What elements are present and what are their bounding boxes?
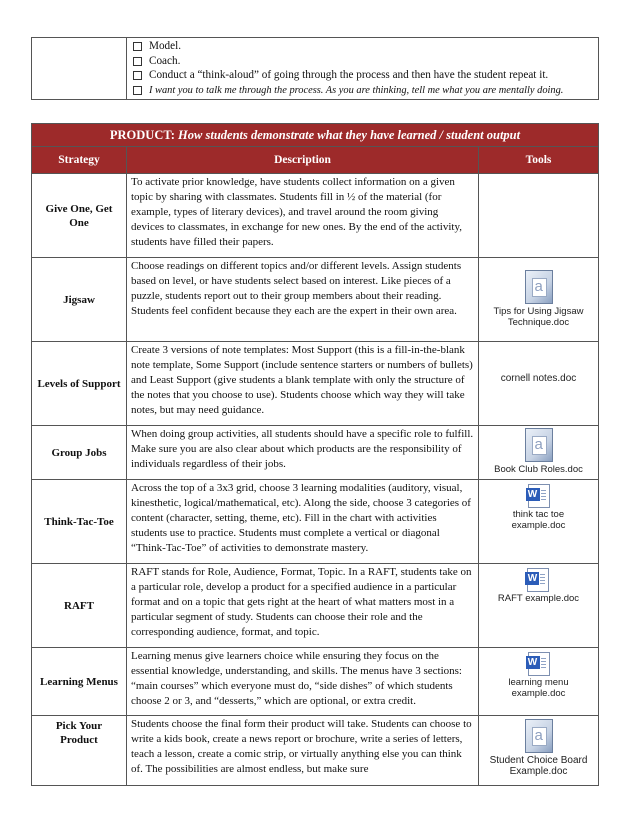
strategy-give-one-get-one: Give One, Get One [32, 174, 127, 258]
table-row [32, 258, 599, 342]
checkbox-bullet-icon [133, 86, 142, 95]
tools-pick-your-product [479, 716, 599, 786]
description-raft: RAFT stands for Role, Audience, Format, Topic. In a RAFT, students take on a particular role, develop a product for a specified audience in a particular format and on a topic that gets right at the heart of what matters most in a particular segment of study. Students can choose their role and the corresponding audience, format, and topic. [127, 564, 479, 648]
bullet-list [131, 39, 594, 98]
tools-jigsaw [479, 258, 599, 342]
attachment-learning-menu-doc[interactable]: W learning menu example.doc [499, 652, 579, 699]
tools-give-one-get-one [479, 174, 599, 258]
word-document-icon [528, 652, 550, 676]
previous-section-strategy-cell [32, 38, 127, 100]
strategy-levels-of-support: Levels of Support [32, 342, 127, 426]
header-strategy: Strategy [32, 147, 127, 174]
header-tools: Tools [479, 147, 599, 174]
table-row [32, 174, 599, 258]
description-think-tac-toe: Across the top of a 3x3 grid, choose 3 learning modalities (auditory, visual, kinesthetic, logical/mathematical, etc). Along the side, choose 3 categories of content (character, setting, theme, etc). Fill in the chart with activities students use to practice. Students must complete a vertical or diagonal “Think-Tac-Toe” of activities to demonstrate mastery. [127, 480, 479, 564]
bullet-item: Model. [131, 39, 594, 54]
strategy-think-tac-toe: Think-Tac-Toe [32, 480, 127, 564]
attachment-book-club-roles-doc[interactable]: a Book Club Roles.doc [494, 428, 583, 475]
description-jigsaw: Choose readings on different topics and/or different levels. Assign students based on level, or have students select based on interest. Like pieces of a puzzle, students report out to their group members about their reading. Students feel confident because they each are the expert in their own area. [127, 258, 479, 342]
attachment-jigsaw-doc[interactable]: a Tips for Using Jigsaw Technique.doc [479, 270, 598, 328]
tools-group-jobs [479, 426, 599, 480]
document-icon [525, 270, 553, 304]
bullet-item: Conduct a “think-aloud” of going through the process and then have the student repeat it. [131, 68, 594, 83]
strategy-raft: RAFT [32, 564, 127, 648]
checkbox-bullet-icon [133, 71, 142, 80]
table-row [32, 648, 599, 716]
strategy-group-jobs: Group Jobs [32, 426, 127, 480]
tools-levels-of-support [479, 342, 599, 426]
attachment-raft-doc[interactable]: W RAFT example.doc [498, 568, 579, 604]
attachment-student-choice-board-doc[interactable]: a Student Choice Board Example.doc [484, 719, 594, 777]
attachment-think-tac-toe-doc[interactable]: W think tac toe example.doc [499, 484, 579, 531]
table-row [32, 426, 599, 480]
tools-learning-menus [479, 648, 599, 716]
description-levels-of-support: Create 3 versions of note templates: Most Support (this is a fill-in-the-blank note template, Some Support (include sentence starters or numbers of bullets) and Least Support (give students a blank template with only the structure of the notes that you choose to use). Students choose which way they will take notes, but may need guidance. [127, 342, 479, 426]
strategy-pick-your-product: Pick Your Product [32, 716, 127, 786]
checkbox-bullet-icon [133, 57, 142, 66]
word-document-icon [528, 484, 550, 508]
table-row [32, 564, 599, 648]
table-row [32, 342, 599, 426]
table-row [32, 480, 599, 564]
header-description: Description [127, 147, 479, 174]
tools-raft [479, 564, 599, 648]
tools-think-tac-toe [479, 480, 599, 564]
description-give-one-get-one: To activate prior knowledge, have students collect information on a given topic by sharing with classmates. Students fill in ½ of the material (for example, types of literary devices), and travel around the room giving devices to classmates, in exchange for new ones. By the end of the activity, students have filled their papers. [127, 174, 479, 258]
previous-section-table [31, 37, 599, 100]
bullet-item: I want you to talk me through the process. As you are thinking, tell me what you are mentally doing. [131, 83, 594, 99]
document-icon [525, 428, 553, 462]
product-title: PRODUCT: How students demonstrate what they have learned / student output [32, 124, 599, 147]
strategy-jigsaw: Jigsaw [32, 258, 127, 342]
table-row [32, 716, 599, 786]
strategy-learning-menus: Learning Menus [32, 648, 127, 716]
previous-section-description-cell [127, 38, 599, 100]
checkbox-bullet-icon [133, 42, 142, 51]
product-table [31, 123, 599, 786]
description-learning-menus: Learning menus give learners choice while ensuring they focus on the essential knowledge, understanding, and skills. The menus have 3 sections: “main courses” which everyone must do, “side dishes” of which students choose 2 or 3, and “desserts,” which are optional, or extra credit. [127, 648, 479, 716]
description-group-jobs: When doing group activities, all students should have a specific role to fulfill. Make sure you are also clear about which products are the responsibility of individuals regardless of their jobs. [127, 426, 479, 480]
attachment-cornell-notes-doc[interactable]: cornell notes.doc [500, 373, 577, 384]
description-pick-your-product: Students choose the final form their product will take. Students can choose to write a kids book, create a news report or brochure, write a series of letters, teach a lesson, create a comic strip, or virtually anything else you can think of. The possibilities are almost endless, but make sure [127, 716, 479, 786]
document-icon [525, 719, 553, 753]
bullet-item: Coach. [131, 54, 594, 69]
word-document-icon [527, 568, 549, 592]
